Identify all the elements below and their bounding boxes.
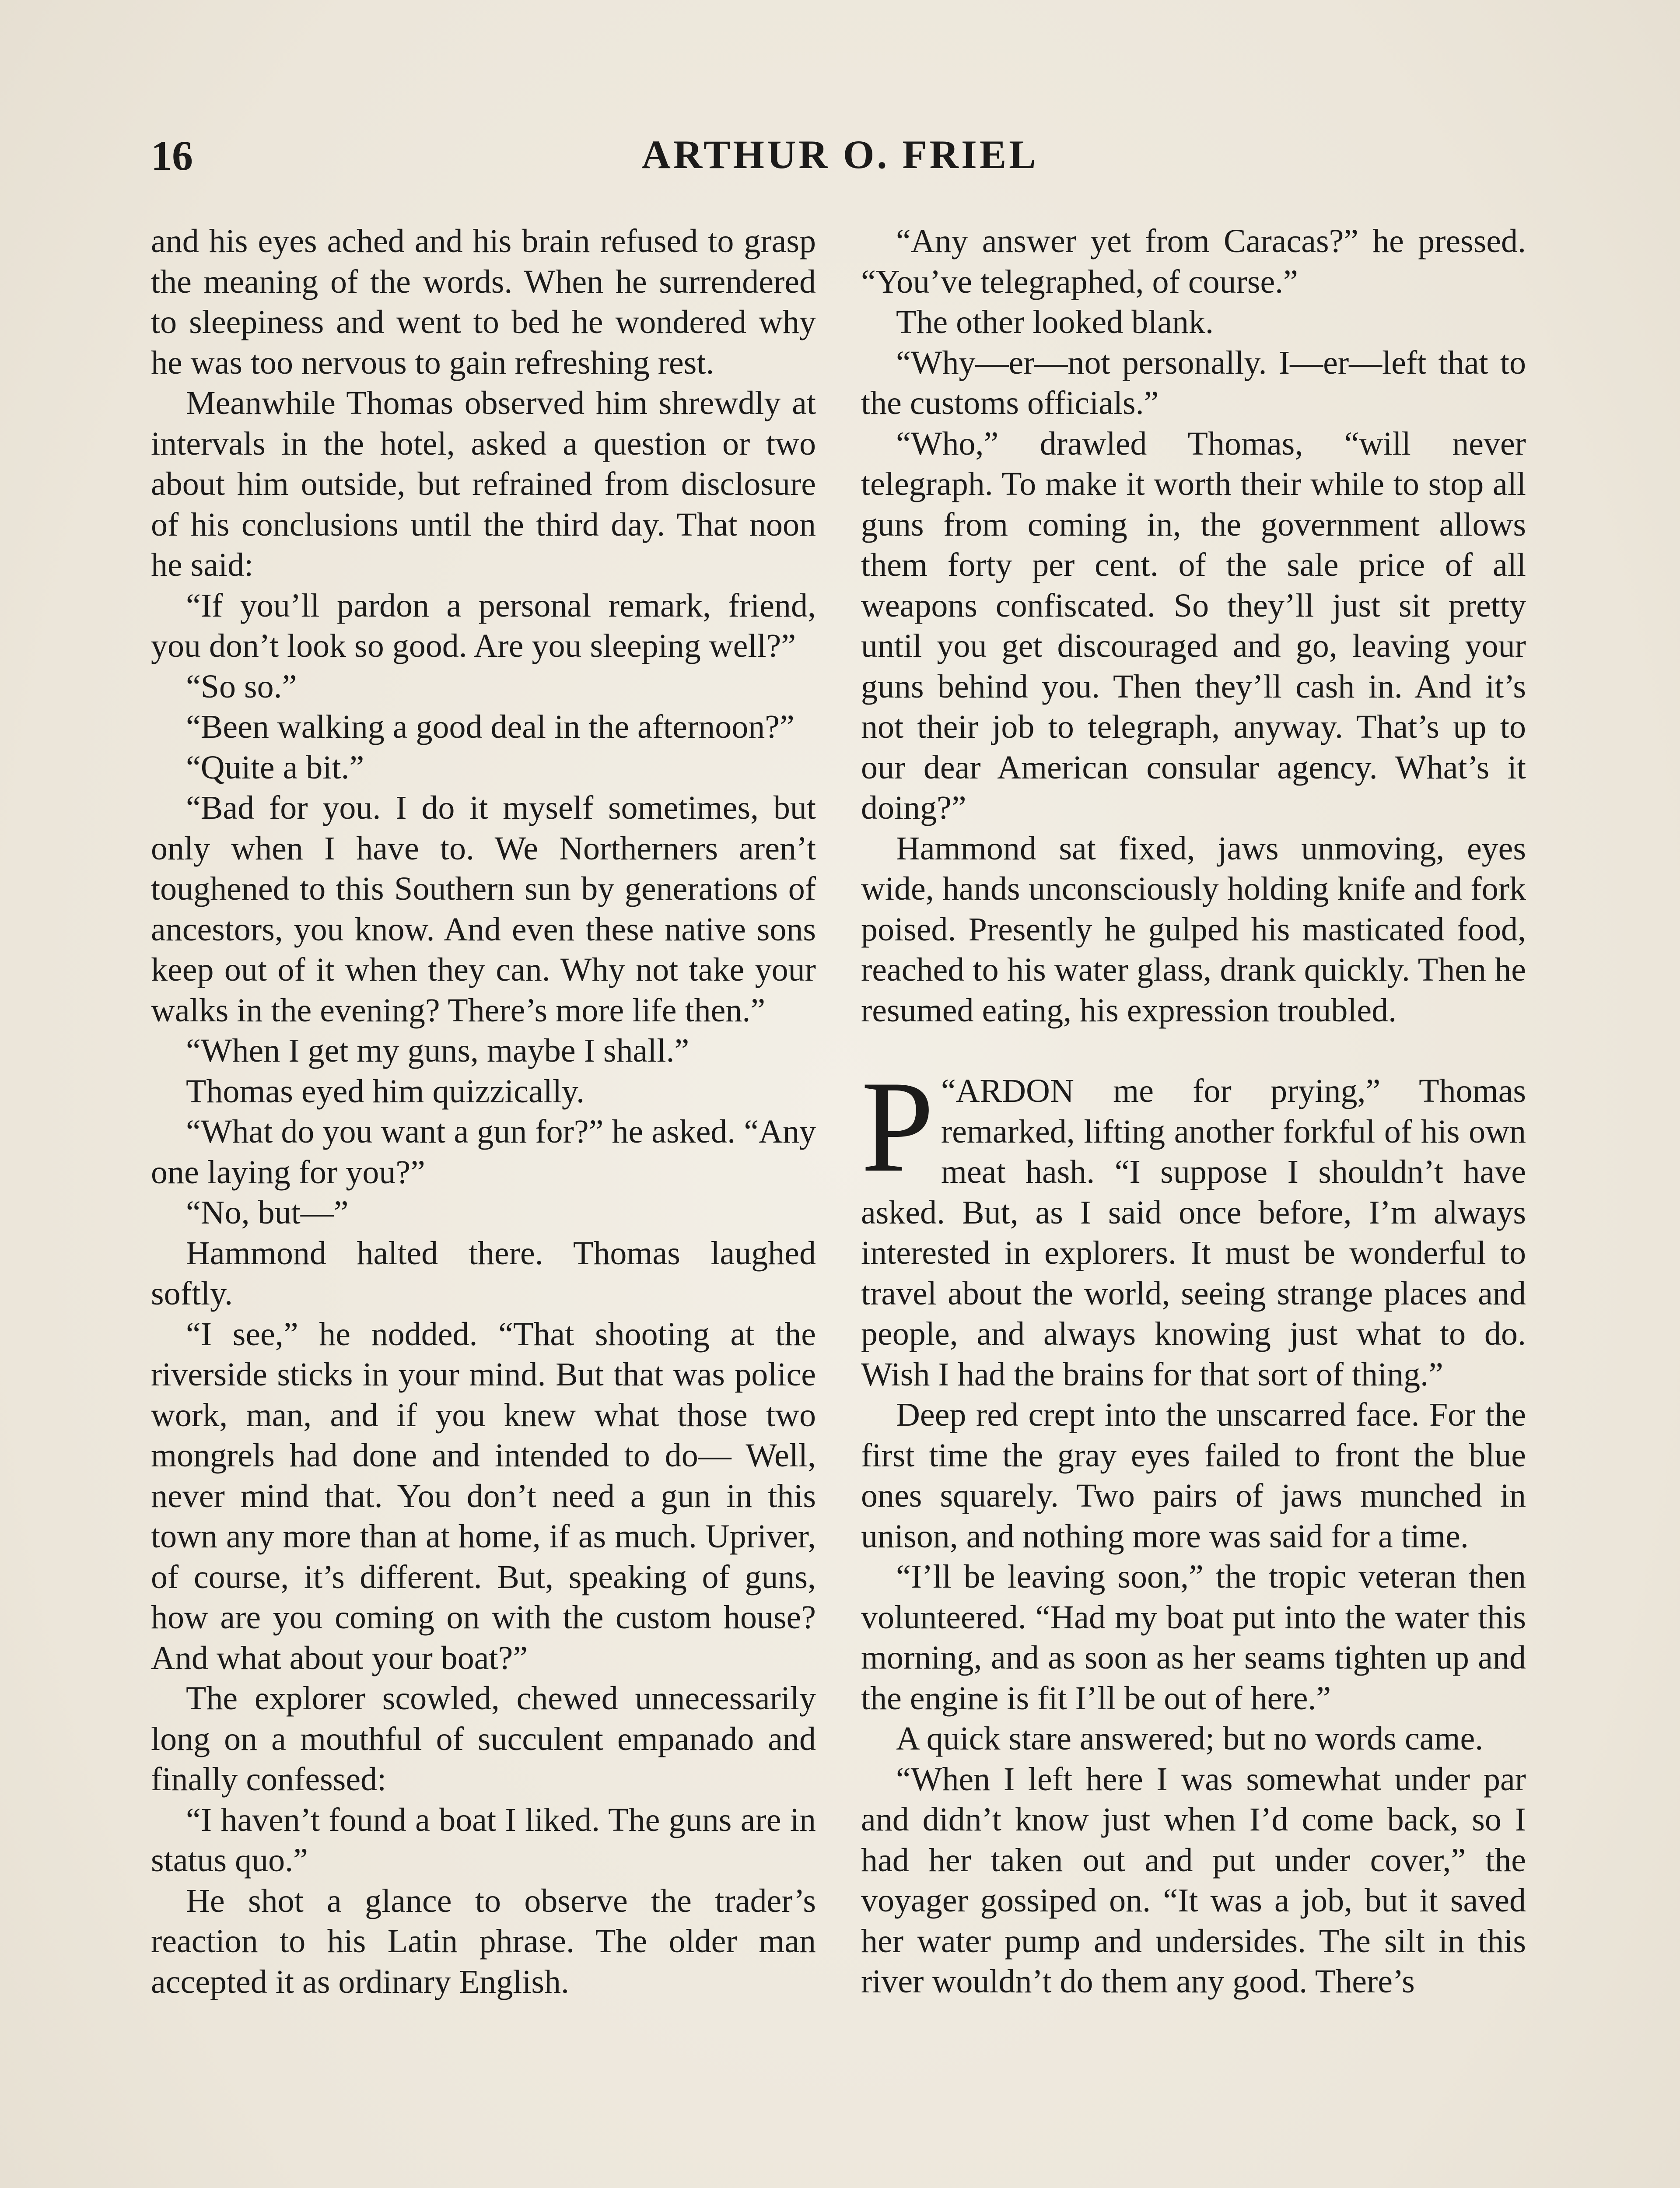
paragraph: A quick stare answered; but no words came.	[896, 1720, 1484, 1757]
paragraph: “Been walking a good deal in the afternoon?”	[186, 708, 794, 745]
paragraph: Meanwhile Thomas observed him shrewdly at intervals in the hotel, asked a question or two about him outside, but refrained from disclosure of his conclusions until the third day. That noon he said:	[151, 385, 816, 583]
paragraph: “If you’ll pardon a personal remark, friend, you don’t look so good. Are you sleeping well?”	[151, 587, 816, 664]
left-column	[151, 221, 816, 2188]
right-column	[861, 221, 1526, 2188]
paragraph: He shot a glance to observe the trader’s reaction to his Latin phrase. The older man accepted it as ordinary English.	[151, 1882, 816, 2000]
paragraph: “What do you want a gun for?” he asked. “Any one laying for you?”	[151, 1113, 816, 1191]
paragraph: “When I get my guns, maybe I shall.”	[186, 1032, 690, 1069]
paragraph: “Who,” drawled Thomas, “will never telegraph. To make it worth their while to stop all guns from coming in, the government allows them forty per cent. of the sale price of all weapons confiscated. So they’ll just sit pretty until you get discouraged and go, leaving your guns behind you. Then they’ll cash in. And it’s not their job to telegraph, anyway. That’s up to our dear American consular agency. What’s it doing?”	[861, 425, 1526, 826]
paragraph: The explorer scowled, chewed unnecessarily long on a mouthful of succulent empanado and finally confessed:	[151, 1680, 816, 1798]
paragraph: Hammond sat fixed, jaws unmoving, eyes wide, hands unconsciously holding knife and fork poised. Presently he gulped his masticated food, reached to his water glass, drank quickly. Then he resumed eating, his expression troubled.	[861, 830, 1526, 1029]
paragraph: “Why—er—not personally. I—er—left that to the customs officials.”	[861, 344, 1526, 421]
paragraph: “Bad for you. I do it myself sometimes, but only when I have to. We Northerners aren’t toughened to this Southern sun by generations of ancestors, you know. And even these native sons keep out of it when they can. Why not take your walks in the evening? There’s more life then.”	[151, 789, 816, 1029]
page-header	[151, 131, 1529, 179]
paragraph: “I haven’t found a boat I liked. The guns are in status quo.”	[151, 1801, 816, 1879]
drop-cap-text: ARDON me for prying,” Thomas remarked, lifting another forkful of his own meat hash. “I suppose I shouldn’t have asked. But, as I said once before, I’m always interested in explorers. It must be wonderful to travel about the world, seeing strange places and people, and always knowing just what to do. Wish I had the brains for that sort of thing.”	[861, 1073, 1526, 1393]
paragraph: Thomas eyed him quizzically.	[186, 1073, 584, 1110]
paragraph: Deep red crept into the unscarred face. For the first time the gray eyes failed to front the blue ones squarely. Two pairs of jaws munched in unison, and nothing more was said for a time.	[861, 1396, 1526, 1555]
drop-cap-letter: P	[861, 1054, 934, 1199]
paragraph: “I see,” he nodded. “That shooting at the riverside sticks in your mind. But that was police work, man, and if you knew what those two mongrels had done and intended to do— Well, never mind that. You don’t need a gun in this town any more than at home, if as much. Upriver, of course, it’s different. But, speaking of guns, how are you coming on with the custom house? And what about your boat?”	[151, 1315, 816, 1676]
page-number: 16	[151, 132, 193, 179]
paragraph: “Quite a bit.”	[186, 749, 364, 786]
dropcap-paragraph	[861, 1054, 1526, 1395]
paragraph: and his eyes ached and his brain refused to grasp the meaning of the words. When he surrendered to sleepiness and went to bed he wondered why he was too nervous to gain refreshing rest.	[151, 223, 816, 381]
drop-cap-open-quote: “	[941, 1073, 956, 1109]
paragraph: “When I left here I was somewhat under par and didn’t know just when I’d come back, so I had her taken out and put under cover,” the voyager gossiped on. “It was a job, but it saved her water pump and undersides. The silt in this river wouldn’t do them any good. There’s	[861, 1760, 1526, 2000]
running-head-author: ARTHUR O. FRIEL	[641, 132, 1039, 177]
paragraph: The other looked blank.	[896, 304, 1214, 340]
paragraph: “Any answer yet from Caracas?” he pressed. “You’ve telegraphed, of course.”	[861, 223, 1526, 300]
paragraph: “I’ll be leaving soon,” the tropic veteran then volunteered. “Had my boat put into the water this morning, and as soon as her seams tighten up and the engine is fit I’ll be out of here.”	[861, 1558, 1526, 1717]
section-break	[861, 1031, 1526, 1071]
paragraph: Hammond halted there. Thomas laughed softly.	[151, 1234, 816, 1312]
paragraph: “No, but—”	[186, 1194, 349, 1231]
paragraph: “So so.”	[186, 668, 297, 705]
